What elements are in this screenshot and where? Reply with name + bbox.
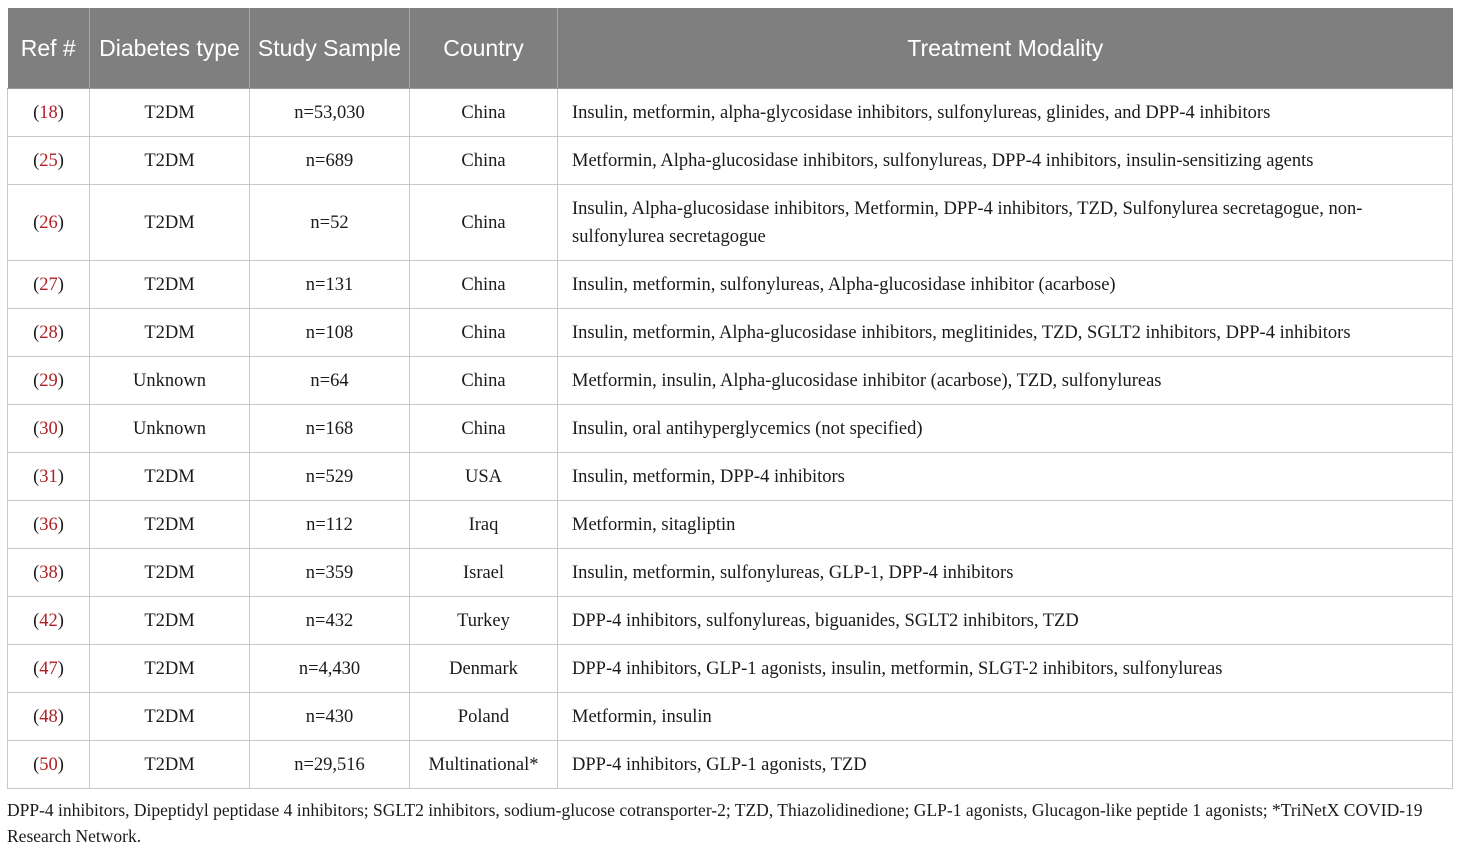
treatment-modality-cell: Insulin, Alpha-glucosidase inhibitors, Metformin, DPP-4 inhibitors, TZD, Sulfonylurea secretagogue, non-sulfonylurea secretagogue (558, 185, 1453, 261)
study-sample-cell: n=131 (250, 261, 410, 309)
diabetes-type-cell: T2DM (90, 549, 250, 597)
ref-cell: (50) (8, 741, 90, 789)
study-sample-cell: n=53,030 (250, 89, 410, 137)
table-row (8, 597, 1453, 645)
table-row (8, 357, 1453, 405)
study-sample-cell: n=108 (250, 309, 410, 357)
study-sample-cell: n=52 (250, 185, 410, 261)
reference-link[interactable]: 18 (39, 102, 58, 123)
table-row (8, 453, 1453, 501)
table-body (8, 89, 1453, 789)
reference-link[interactable]: 38 (39, 562, 58, 583)
ref-cell: (25) (8, 137, 90, 185)
reference-link[interactable]: 30 (39, 418, 58, 439)
header-study-sample: Study Sample (250, 8, 410, 89)
treatment-modality-cell: Insulin, metformin, alpha-glycosidase inhibitors, sulfonylureas, glinides, and DPP-4 inhibitors (558, 89, 1453, 137)
treatment-modality-cell: Insulin, metformin, DPP-4 inhibitors (558, 453, 1453, 501)
study-sample-cell: n=689 (250, 137, 410, 185)
treatment-modality-cell: Insulin, metformin, Alpha-glucosidase inhibitors, meglitinides, TZD, SGLT2 inhibitors, DPP-4 inhibitors (558, 309, 1453, 357)
study-sample-cell: n=112 (250, 501, 410, 549)
ref-cell: (30) (8, 405, 90, 453)
diabetes-type-cell: T2DM (90, 309, 250, 357)
reference-link[interactable]: 48 (39, 706, 58, 727)
table-row (8, 405, 1453, 453)
reference-link[interactable]: 25 (39, 150, 58, 171)
country-cell: China (410, 261, 558, 309)
ref-cell: (47) (8, 645, 90, 693)
country-cell: China (410, 137, 558, 185)
table-row (8, 645, 1453, 693)
treatment-modality-cell: DPP-4 inhibitors, GLP-1 agonists, TZD (558, 741, 1453, 789)
ref-cell: (31) (8, 453, 90, 501)
ref-cell: (18) (8, 89, 90, 137)
diabetes-type-cell: T2DM (90, 645, 250, 693)
study-sample-cell: n=4,430 (250, 645, 410, 693)
country-cell: China (410, 89, 558, 137)
table-row (8, 309, 1453, 357)
country-cell: China (410, 309, 558, 357)
header-ref: Ref # (8, 8, 90, 89)
header-row (8, 8, 1453, 89)
header-treatment-modality: Treatment Modality (558, 8, 1453, 89)
table-row (8, 261, 1453, 309)
treatment-modality-cell: Metformin, insulin, Alpha-glucosidase inhibitor (acarbose), TZD, sulfonylureas (558, 357, 1453, 405)
ref-cell: (42) (8, 597, 90, 645)
study-sample-cell: n=359 (250, 549, 410, 597)
diabetes-type-cell: T2DM (90, 501, 250, 549)
diabetes-type-cell: T2DM (90, 453, 250, 501)
country-cell: China (410, 185, 558, 261)
diabetes-type-cell: T2DM (90, 137, 250, 185)
diabetes-type-cell: Unknown (90, 357, 250, 405)
reference-link[interactable]: 26 (39, 212, 58, 233)
diabetes-type-cell: T2DM (90, 693, 250, 741)
ref-cell: (38) (8, 549, 90, 597)
table-row (8, 185, 1453, 261)
table-row (8, 693, 1453, 741)
reference-link[interactable]: 50 (39, 754, 58, 775)
treatment-modality-cell: Metformin, insulin (558, 693, 1453, 741)
reference-link[interactable]: 36 (39, 514, 58, 535)
diabetes-type-cell: T2DM (90, 741, 250, 789)
diabetes-type-cell: T2DM (90, 597, 250, 645)
study-sample-cell: n=29,516 (250, 741, 410, 789)
treatment-table (7, 8, 1453, 789)
country-cell: Denmark (410, 645, 558, 693)
treatment-modality-cell: Insulin, oral antihyperglycemics (not specified) (558, 405, 1453, 453)
reference-link[interactable]: 29 (39, 370, 58, 391)
ref-cell: (28) (8, 309, 90, 357)
table-row (8, 501, 1453, 549)
reference-link[interactable]: 27 (39, 274, 58, 295)
diabetes-type-cell: T2DM (90, 261, 250, 309)
treatment-modality-cell: DPP-4 inhibitors, sulfonylureas, biguanides, SGLT2 inhibitors, TZD (558, 597, 1453, 645)
diabetes-type-cell: T2DM (90, 185, 250, 261)
table-row (8, 549, 1453, 597)
reference-link[interactable]: 42 (39, 610, 58, 631)
table-footnote: DPP-4 inhibitors, Dipeptidyl peptidase 4 inhibitors; SGLT2 inhibitors, sodium-glucose cotransporter-2; TZD, Thiazolidinedione; GLP-1 agonists, Glucagon-like peptide 1 agonists; *TriNetX COVID-19 Research Network. (7, 800, 1423, 846)
diabetes-type-cell: T2DM (90, 89, 250, 137)
treatment-modality-cell: Insulin, metformin, sulfonylureas, Alpha-glucosidase inhibitor (acarbose) (558, 261, 1453, 309)
header-country: Country (410, 8, 558, 89)
study-sample-cell: n=64 (250, 357, 410, 405)
reference-link[interactable]: 31 (39, 466, 58, 487)
diabetes-type-cell: Unknown (90, 405, 250, 453)
ref-cell: (36) (8, 501, 90, 549)
treatment-modality-cell: DPP-4 inhibitors, GLP-1 agonists, insulin, metformin, SLGT-2 inhibitors, sulfonylureas (558, 645, 1453, 693)
ref-cell: (29) (8, 357, 90, 405)
table-container (7, 8, 1452, 789)
table-row (8, 89, 1453, 137)
country-cell: Iraq (410, 501, 558, 549)
ref-cell: (27) (8, 261, 90, 309)
study-sample-cell: n=168 (250, 405, 410, 453)
country-cell: China (410, 357, 558, 405)
ref-cell: (48) (8, 693, 90, 741)
header-diabetes-type: Diabetes type (90, 8, 250, 89)
reference-link[interactable]: 28 (39, 322, 58, 343)
ref-cell: (26) (8, 185, 90, 261)
treatment-modality-cell: Metformin, Alpha-glucosidase inhibitors, sulfonylureas, DPP-4 inhibitors, insulin-sensitizing agents (558, 137, 1453, 185)
country-cell: Multinational* (410, 741, 558, 789)
study-sample-cell: n=529 (250, 453, 410, 501)
study-sample-cell: n=432 (250, 597, 410, 645)
treatment-modality-cell: Insulin, metformin, sulfonylureas, GLP-1, DPP-4 inhibitors (558, 549, 1453, 597)
study-sample-cell: n=430 (250, 693, 410, 741)
table-row (8, 741, 1453, 789)
country-cell: Israel (410, 549, 558, 597)
country-cell: Turkey (410, 597, 558, 645)
country-cell: Poland (410, 693, 558, 741)
treatment-modality-cell: Metformin, sitagliptin (558, 501, 1453, 549)
country-cell: USA (410, 453, 558, 501)
country-cell: China (410, 405, 558, 453)
reference-link[interactable]: 47 (39, 658, 58, 679)
table-row (8, 137, 1453, 185)
